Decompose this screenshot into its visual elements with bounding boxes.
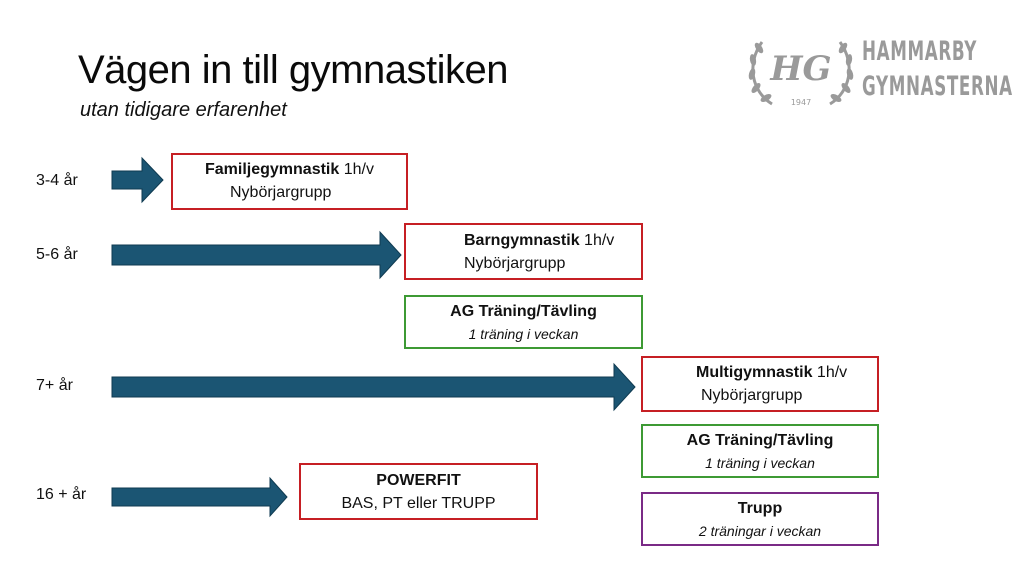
logo-monogram: HG bbox=[770, 49, 832, 89]
logo-line-2: GYMNASTERNA bbox=[862, 71, 1013, 102]
multi-freq: 1h/v bbox=[812, 364, 848, 381]
box-ag-traning-2 bbox=[641, 424, 879, 478]
trupp-name: Trupp bbox=[737, 500, 783, 517]
ag1-name: AG Träning/Tävling bbox=[450, 303, 597, 320]
arrow-3-4 bbox=[112, 158, 164, 202]
barn-sub: Nybörjargrupp bbox=[464, 255, 566, 272]
familj-title bbox=[205, 161, 374, 179]
age-label-5-6: 5-6 år bbox=[36, 246, 78, 263]
ag2-sub: 1 träning i veckan bbox=[705, 455, 815, 471]
box-ag-traning-1 bbox=[404, 295, 643, 349]
barn-title bbox=[464, 232, 614, 250]
age-label-7-plus: 7+ år bbox=[36, 377, 73, 394]
box-barngymnastik bbox=[404, 223, 643, 280]
box-trupp bbox=[641, 492, 879, 546]
page-title: Vägen in till gymnastiken bbox=[78, 48, 508, 92]
familj-name: Familjegymnastik bbox=[205, 161, 340, 178]
arrow-16-plus bbox=[112, 478, 288, 516]
multi-name: Multigymnastik bbox=[696, 364, 813, 381]
arrow-5-6 bbox=[112, 232, 402, 278]
age-label-16-plus: 16 + år bbox=[36, 486, 87, 503]
trupp-sub: 2 träningar i veckan bbox=[698, 523, 822, 539]
logo-line-1: HAMMARBY bbox=[862, 36, 978, 67]
age-label-3-4: 3-4 år bbox=[36, 172, 78, 189]
logo-year: 1947 bbox=[790, 98, 812, 107]
multi-sub: Nybörjargrupp bbox=[701, 387, 803, 404]
ag2-name: AG Träning/Tävling bbox=[686, 432, 834, 449]
box-familjegymnastik bbox=[171, 153, 408, 210]
arrow-7-plus bbox=[112, 364, 636, 410]
familj-sub: Nybörjargrupp bbox=[230, 184, 332, 201]
multi-title bbox=[696, 364, 847, 382]
barn-name: Barngymnastik bbox=[464, 232, 580, 249]
powerfit-sub: BAS, PT eller TRUPP bbox=[341, 495, 496, 512]
barn-freq: 1h/v bbox=[579, 232, 615, 249]
box-multigymnastik bbox=[641, 356, 879, 412]
box-powerfit bbox=[299, 463, 538, 520]
familj-freq: 1h/v bbox=[339, 161, 374, 178]
powerfit-name: POWERFIT bbox=[376, 472, 461, 489]
ag1-sub: 1 träning i veckan bbox=[468, 326, 579, 342]
page-subtitle: utan tidigare erfarenhet bbox=[80, 99, 287, 121]
logo-wordmark bbox=[862, 34, 1013, 104]
